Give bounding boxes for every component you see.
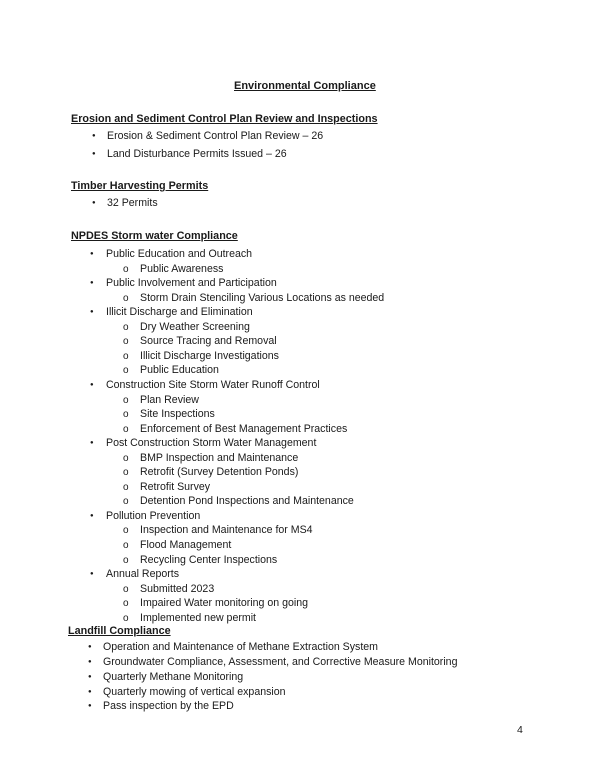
bullet-icon: ● — [90, 309, 94, 316]
hollow-bullet-icon: o — [123, 423, 129, 435]
list-item: Quarterly mowing of vertical expansion — [103, 686, 286, 698]
bullet-icon: ● — [92, 151, 96, 157]
bullet-icon: ● — [88, 659, 92, 665]
bullet-icon: ● — [92, 200, 96, 206]
list-item: Illicit Discharge and Elimination — [106, 306, 253, 319]
hollow-bullet-icon: o — [123, 540, 129, 551]
section-heading: Landfill Compliance — [68, 625, 171, 637]
bullet-icon: ● — [90, 512, 94, 519]
list-item: Groundwater Compliance, Assessment, and Corrective Measure Monitoring — [103, 656, 458, 668]
bullet-icon: ● — [88, 644, 92, 650]
bullet-icon: ● — [88, 689, 92, 695]
hollow-bullet-icon: o — [123, 612, 129, 624]
bullet-icon: ● — [90, 571, 94, 578]
list-item: Public Education and Outreach — [106, 248, 253, 260]
list-item: Annual Reports — [106, 568, 180, 581]
section-heading: NPDES Storm water Compliance — [71, 230, 238, 242]
list-item: Public Involvement and Participation — [106, 277, 277, 290]
page-number: 4 — [517, 724, 523, 736]
list-item: Post Construction Storm Water Management — [106, 437, 317, 450]
sub-list-item: Inspection and Maintenance for MS4 — [140, 524, 313, 537]
sub-list-item: Storm Drain Stenciling Various Locations as needed — [140, 291, 385, 304]
bullet-icon: ● — [90, 440, 94, 447]
hollow-bullet-icon: o — [123, 452, 129, 464]
bullet-icon: ● — [90, 251, 94, 257]
hollow-bullet-icon: o — [123, 350, 129, 362]
bullet-icon: ● — [88, 674, 92, 680]
sub-list-item: Illicit Discharge Investigations — [140, 349, 279, 362]
sub-list-item: Detention Pond Inspections and Maintenance — [140, 495, 354, 508]
list-item: Pollution Prevention — [106, 509, 201, 522]
section-heading: Erosion and Sediment Control Plan Review and Inspections — [71, 113, 378, 125]
sub-list-item: Submitted 2023 — [140, 582, 215, 595]
hollow-bullet-icon: o — [123, 481, 129, 493]
sub-list-item: BMP Inspection and Maintenance — [140, 451, 299, 464]
bullet-icon: ● — [88, 703, 92, 709]
hollow-bullet-icon: o — [123, 467, 129, 479]
list-item: Operation and Maintenance of Methane Extraction System — [103, 641, 379, 653]
hollow-bullet-icon: o — [123, 365, 129, 377]
hollow-bullet-icon: o — [123, 525, 129, 537]
hollow-bullet-icon: o — [123, 554, 129, 566]
sub-list-item: Impaired Water monitoring on going — [140, 597, 309, 610]
sub-list-item: Source Tracing and Removal — [140, 335, 277, 348]
section-heading: Timber Harvesting Permits — [71, 180, 209, 192]
bullet-icon: ● — [90, 381, 94, 388]
list-item: 32 Permits — [107, 197, 158, 209]
hollow-bullet-icon: o — [123, 583, 129, 595]
sub-list-item: Enforcement of Best Management Practices — [140, 422, 348, 435]
sub-list-item: Retrofit (Survey Detention Ponds) — [140, 466, 299, 479]
list-item: Erosion & Sediment Control Plan Review – 26 — [107, 130, 324, 142]
hollow-bullet-icon: o — [123, 292, 129, 304]
bullet-icon: ● — [92, 133, 96, 139]
bullet-icon: ● — [90, 280, 94, 287]
list-item: Quarterly Methane Monitoring — [103, 671, 244, 683]
list-item: Pass inspection by the EPD — [103, 700, 234, 712]
hollow-bullet-icon: o — [123, 598, 129, 610]
sub-list-item: Plan Review — [140, 393, 199, 406]
sub-list-item: Site Inspections — [140, 408, 215, 421]
hollow-bullet-icon: o — [123, 409, 129, 421]
sub-list-item: Flood Management — [140, 539, 232, 551]
hollow-bullet-icon: o — [123, 336, 129, 348]
page-title: Environmental Compliance — [234, 80, 376, 92]
sub-list-item: Retrofit Survey — [140, 480, 211, 493]
hollow-bullet-icon: o — [123, 496, 129, 508]
list-item: Construction Site Storm Water Runoff Control — [106, 378, 320, 391]
hollow-bullet-icon: o — [123, 263, 129, 275]
sub-list-item: Implemented new permit — [140, 611, 256, 624]
hollow-bullet-icon: o — [123, 321, 129, 333]
hollow-bullet-icon: o — [123, 394, 129, 406]
sub-list-item: Dry Weather Screening — [140, 320, 250, 333]
sub-list-item: Recycling Center Inspections — [140, 553, 278, 566]
list-item: Land Disturbance Permits Issued – 26 — [107, 148, 287, 160]
sub-list-item: Public Education — [140, 364, 219, 377]
sub-list-item: Public Awareness — [140, 262, 224, 275]
